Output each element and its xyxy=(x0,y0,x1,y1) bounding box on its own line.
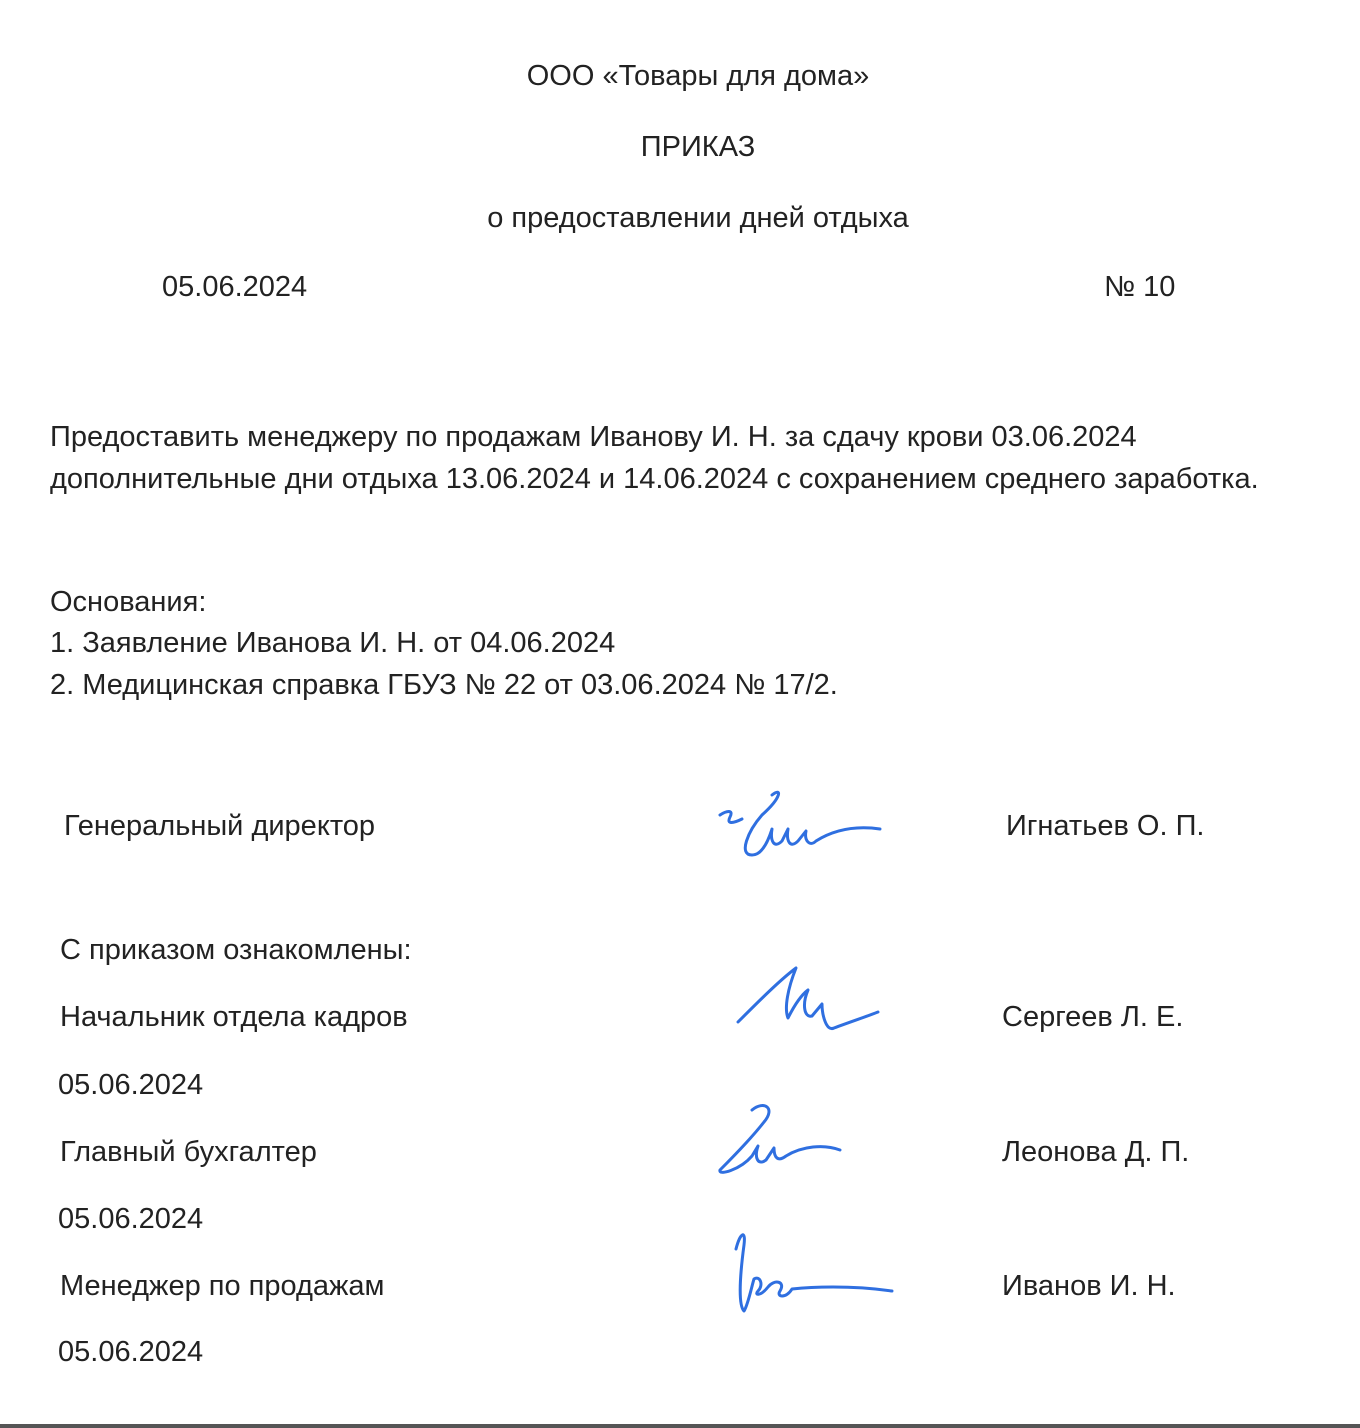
ack-position: Главный бухгалтер xyxy=(60,1136,317,1168)
document-number: № 10 xyxy=(1104,271,1176,303)
document-date: 05.06.2024 xyxy=(162,271,308,303)
document-type: ПРИКАЗ xyxy=(640,131,756,163)
ack-name: Леонова Д. П. xyxy=(1002,1136,1190,1168)
ack-name: Сергеев Л. Е. xyxy=(1002,1001,1184,1033)
ack-position: Менеджер по продажам xyxy=(60,1270,385,1302)
grounds-title: Основания: xyxy=(50,586,207,618)
sales-manager-signature xyxy=(730,1225,905,1320)
ack-date: 05.06.2024 xyxy=(58,1336,204,1368)
acknowledged-title: С приказом ознакомлены: xyxy=(60,934,412,966)
ack-position: Начальник отдела кадров xyxy=(60,1001,408,1033)
director-position: Генеральный директор xyxy=(64,810,376,842)
director-name: Игнатьев О. П. xyxy=(1006,810,1205,842)
hr-head-signature xyxy=(730,960,890,1045)
grounds-item: 1. Заявление Иванова И. Н. от 04.06.2024 xyxy=(50,627,616,659)
organization-name: ООО «Товары для дома» xyxy=(526,60,870,92)
director-signature xyxy=(712,785,887,865)
ack-date: 05.06.2024 xyxy=(58,1069,204,1101)
document-subject: о предоставлении дней отдыха xyxy=(487,202,909,234)
ack-name: Иванов И. Н. xyxy=(1002,1270,1176,1302)
grounds-item: 2. Медицинская справка ГБУЗ № 22 от 03.06.2024 № 17/2. xyxy=(50,669,838,701)
chief-accountant-signature xyxy=(712,1100,852,1180)
ack-date: 05.06.2024 xyxy=(58,1203,204,1235)
order-text: Предоставить менеджеру по продажам Иванову И. Н. за сдачу крови 03.06.2024 дополнительные дни отдыха 13.06.2024 и 14.06.2024 с сохранением среднего заработка. xyxy=(50,421,1259,495)
page-bottom-divider xyxy=(0,1424,1360,1428)
